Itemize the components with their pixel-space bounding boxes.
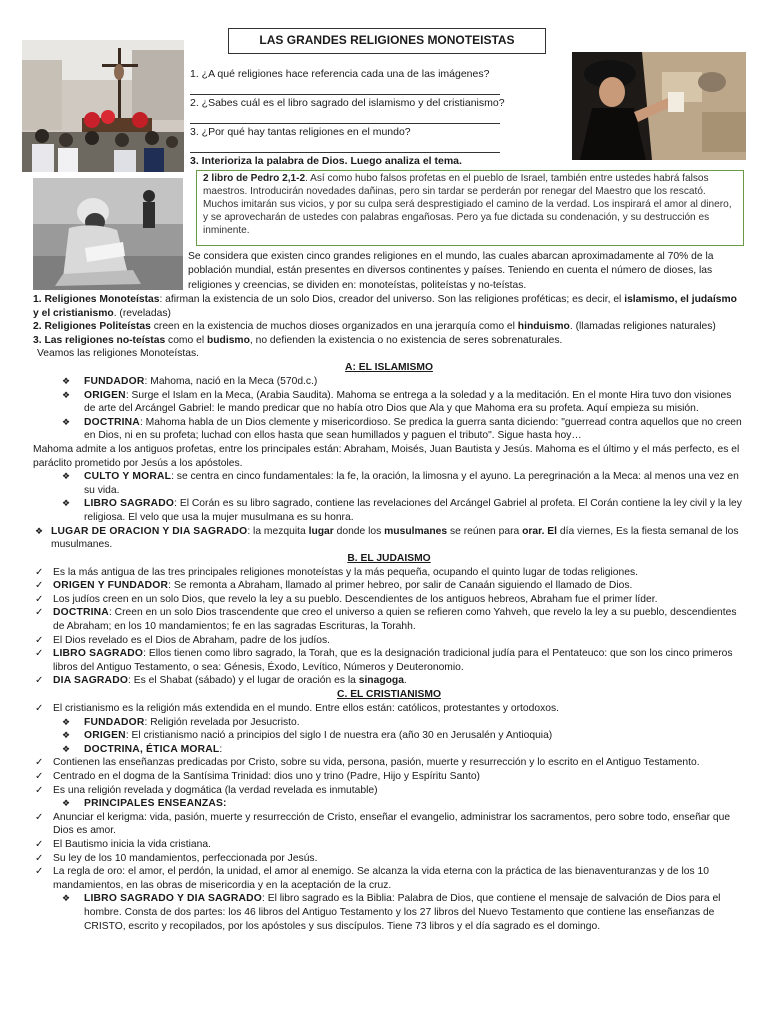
judaism-holy-book: ✓ LIBRO SAGRADO: Ellos tienen como libro sagrado, la Torah, que es la designación tradicional judía para el Pentateuco: que son los cinco primeros libros del Antiguo Testamento, o sea: Génesis, Éxodo, Levítico, Números y Deuteronomio. <box>35 648 733 673</box>
diamond-bullet-icon: ❖ <box>62 471 71 482</box>
diamond-bullet-icon: ❖ <box>62 716 71 727</box>
islam-origin: ❖ ORIGEN: Surge el Islam en la Meca, (Arabia Saudita). Mahoma se entrega a la soledad y a la meditación. En el monte Hira tuvo don visiones de arte del Arcángel Gabriel: le mando predicar que no había otro Dios que Ala y que Mahoma era su profeta. Aquí empieza su misión. <box>62 389 732 415</box>
judaism-item: ✓ Los judíos creen en un solo Dios, que revelo la ley a su pueblo. Descendientes de los antiguos hebreos, Abraham fue el primer líder. <box>35 593 658 605</box>
intro-paragraph: Se considera que existen cinco grandes religiones en el mundo, las cuales abarcan aproximadamente al 70% de la población mundial, están presentes en diversos continentes y países. Teniendo en cuenta el número de dioses, las religiones y creencias, se dividen en: monoteístas, politeístas y no-teístas. <box>188 251 714 291</box>
judaism-origin: ✓ ORIGEN Y FUNDADOR: Se remonta a Abraham, llamado al primer hebreo, por salir de Canaán siguiendo el llamado de Dios. <box>35 580 633 592</box>
see-monotheistic: Veamos las religiones Monoteístas. <box>37 348 199 360</box>
christianity-teaching: ✓ Su ley de los 10 mandamientos, perfeccionada por Jesús. <box>35 852 318 864</box>
judaism-doctrine: ✓ DOCTRINA: Creen en un solo Dios trascendente que creo el universo a quien se refieren como Yahveh, que revelo la ley a su pueblo, descendientes de Abraham; en los 10 mandamientos; fe en las sagradas Escrituras, la Torahh. <box>35 607 737 633</box>
main-content <box>33 293 745 933</box>
diamond-bullet-icon: ❖ <box>62 416 71 427</box>
islam-doctrine: ❖ DOCTRINA: Mahoma habla de un Dios clemente y misericordioso. Se predica la guerra santa diciendo: "guerread contra aquellos que no creen en Dios, ni en su profeta; luchad con ellos hasta que sean humillados y paguen el tributo". Sigue hasta hoy… <box>62 416 742 442</box>
checkmark-icon: ✓ <box>35 784 44 796</box>
question-2: 2. ¿Sabes cuál es el libro sagrado del islamismo y del cristianismo? <box>190 97 505 109</box>
checkmark-icon: ✓ <box>35 580 44 592</box>
diamond-bullet-icon: ❖ <box>35 525 44 536</box>
diamond-bullet-icon: ❖ <box>62 743 71 754</box>
quote-reference: 2 libro de Pedro 2,1-2 <box>203 173 306 184</box>
islam-holy-book: ❖ LIBRO SAGRADO: El Corán es su libro sagrado, contiene las revelaciones del Arcángel Gabriel al profeta. El Corán contiene la ley civil y la ley religiosa. El velo que usa la mujer musulmana es su honra. <box>62 498 742 523</box>
judaism-item: ✓ Es la más antigua de las tres principales religiones monoteístas y la más pequeña, ocupando el quinto lugar de todas religiones. <box>35 566 638 578</box>
christianity-item: ✓ Contienen las enseñanzas predicadas por Cristo, sobre su vida, persona, pasión, muerte y resurrección y lo escrito en el Antiguo Testamento. <box>35 757 700 769</box>
answer-line-1[interactable] <box>190 82 500 95</box>
christianity-item: ✓ El cristianismo es la religión más extendida en el mundo. Entre ellos están: católicos, protestantes y ortodoxos. <box>35 703 559 715</box>
quote-text: . Así como hubo falsos profetas en el pueblo de Israel, también entre ustedes habrá falsos maestros. Introducirán novedades dañinas, pero sin tardar se perderán por renegar del Maestro que los rescató. Muchos imitarán sus vicios, y por su culpa será desprestigiado el camino de la verdad. Los inspirará el amor al dinero, y se aprovecharán de ustedes con palabras engañosas. Pero ya fue dictada su condenación, y su destrucción es inminente. <box>203 173 732 236</box>
judaism-item: ✓ El Dios revelado es el Dios de Abraham, padre de los judíos. <box>35 634 331 646</box>
procession-photo <box>22 40 184 172</box>
question-1: 1. ¿A qué religiones hace referencia cada una de las imágenes? <box>190 68 490 80</box>
checkmark-icon: ✓ <box>35 852 44 864</box>
diamond-bullet-icon: ❖ <box>62 730 71 741</box>
diamond-bullet-icon: ❖ <box>62 893 71 904</box>
checkmark-icon: ✓ <box>35 648 44 660</box>
checkmark-icon: ✓ <box>35 838 44 850</box>
page-title: LAS GRANDES RELIGIONES MONOTEISTAS <box>228 28 546 54</box>
checkmark-icon: ✓ <box>35 607 44 619</box>
christianity-holy-book: ❖ LIBRO SAGRADO Y DIA SAGRADO: El libro sagrado es la Biblia: Palabra de Dios, que contiene el mensaje de salvación de Dios para el hombre. Consta de dos partes: los 46 libros del Antiguo Testamento y los 27 libros del Nuevo Testamento que contiene las enseñanzas de CRISTO, escrito y recopilados, por los apóstoles y sus discípulos. Tiene 73 libros y el día sagrado es el domingo. <box>62 893 721 932</box>
questions-block <box>190 68 560 169</box>
bible-quote-box <box>196 170 744 246</box>
christianity-doctrine: ❖ DOCTRINA, ÉTICA MORAL: <box>62 743 223 755</box>
task-instruction: 3. Interioriza la palabra de Dios. Luego analiza el tema. <box>190 155 462 167</box>
type-monotheistic: 1. Religiones Monoteístas: afirman la existencia de un solo Dios, creador del universo. Son las religiones proféticas; es decir, el islamismo, el judaísmo y el cristianismo. (reveladas) <box>33 294 737 319</box>
question-3: 3. ¿Por qué hay tantas religiones en el mundo? <box>190 126 411 138</box>
christianity-item: ✓ Es una religión revelada y dogmática (la verdad revelada es inmutable) <box>35 784 378 796</box>
christianity-founder: ❖ FUNDADOR: Religión revelada por Jesucristo. <box>62 716 300 728</box>
answer-line-2[interactable] <box>190 111 500 124</box>
christianity-origin: ❖ ORIGEN: El cristianismo nació a principios del siglo I de nuestra era (año 30 en Jerusalén y Antioquia) <box>62 730 553 742</box>
type-polytheistic: 2. Religiones Politeístas creen en la existencia de muchos dioses organizados en una jerarquía como el hinduismo. (llamadas religiones naturales) <box>33 321 716 333</box>
christianity-teaching: ✓ El Bautismo inicia la vida cristiana. <box>35 838 211 850</box>
islam-prophets: Mahoma admite a los antiguos profetas, entre los principales están: Abraham, Moisés, Juan Bautista y Jesús. Mahoma es el último y el más perfecto, es el paráclito prometido por Jesús a los apóstoles. <box>33 443 740 469</box>
christianity-teaching: ✓ La regla de oro: el amor, el perdón, la unidad, el amor al enemigo. Se alcanza la vida eterna con la práctica de las bienaventuranzas y de los 10 mandamientos, en las obras de misericordia y en la aceptación de la cruz. <box>35 866 709 891</box>
islam-prayer-place: ❖ LUGAR DE ORACION Y DIA SAGRADO: la mezquita lugar donde los musulmanes se reúnen para orar. El día viernes, Es la fiesta semanal de los musulmanes. <box>35 525 739 551</box>
islam-worship: ❖ CULTO Y MORAL: se centra en cinco fundamentales: la fe, la oración, la limosna y el ayuno. La peregrinación a la Meca: al menos una vez en su vida. <box>62 471 739 496</box>
praying-man-photo <box>33 178 183 290</box>
islam-founder: ❖ FUNDADOR: Mahoma, nació en la Meca (570d.c.) <box>62 375 318 387</box>
diamond-bullet-icon: ❖ <box>62 375 71 386</box>
checkmark-icon: ✓ <box>35 593 44 605</box>
diamond-bullet-icon: ❖ <box>62 798 71 809</box>
checkmark-icon: ✓ <box>35 634 44 646</box>
checkmark-icon: ✓ <box>35 866 44 878</box>
section-judaism-title: B. EL JUDAISMO <box>347 552 431 564</box>
checkmark-icon: ✓ <box>35 675 44 687</box>
wailing-wall-photo <box>572 52 746 160</box>
checkmark-icon: ✓ <box>35 811 44 823</box>
checkmark-icon: ✓ <box>35 757 44 769</box>
checkmark-icon: ✓ <box>35 771 44 782</box>
christianity-item: ✓ Centrado en el dogma de la Santísima Trinidad: dios uno y trino (Padre, Hijo y Espíritu Santo) <box>35 771 480 782</box>
section-christianity-title: C. EL CRISTIANISMO <box>337 689 441 701</box>
christianity-teachings: ❖ PRINCIPALES ENSEANZAS: <box>62 798 227 810</box>
christianity-teaching: ✓ Anunciar el kerigma: vida, pasión, muerte y resurrección de Cristo, enseñar el evangelio, administrar los sacramentos, pero sobre todo, enseñar que Dios es amor. <box>35 811 731 837</box>
type-nontheistic: 3. Las religiones no-teístas como el budismo, no defienden la existencia o no existencia de seres sobrenaturales. <box>33 334 563 346</box>
checkmark-icon: ✓ <box>35 566 44 578</box>
diamond-bullet-icon: ❖ <box>62 389 71 400</box>
diamond-bullet-icon: ❖ <box>62 498 71 509</box>
judaism-holy-day: ✓ DIA SAGRADO: Es el Shabat (sábado) y el lugar de oración es la sinagoga. <box>35 675 407 687</box>
section-islam-title: A: EL ISLAMISMO <box>345 361 433 373</box>
answer-line-3[interactable] <box>190 140 500 153</box>
checkmark-icon: ✓ <box>35 703 44 715</box>
